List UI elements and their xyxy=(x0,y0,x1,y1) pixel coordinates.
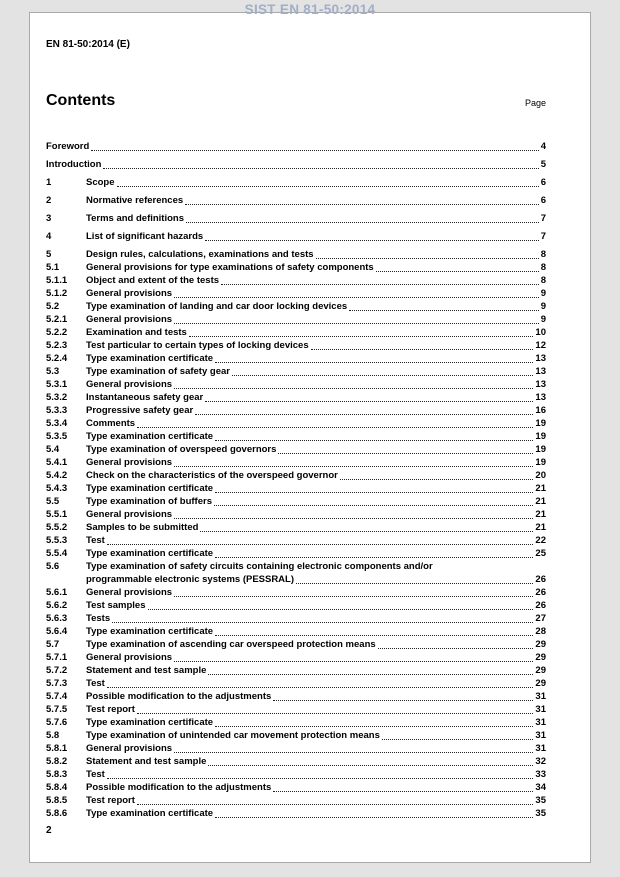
toc-entry-number: 5.1.2 xyxy=(46,288,68,299)
toc-entry xyxy=(46,391,546,404)
toc-entry-title: Test samples xyxy=(86,600,146,611)
watermark-text: SIST EN 81-50:2014 xyxy=(244,2,376,17)
toc-entry-number: 5.8.5 xyxy=(46,795,68,806)
toc-entry-page: 16 xyxy=(535,405,546,416)
toc-entry-page: 29 xyxy=(535,652,546,663)
toc-entry-title: General provisions xyxy=(86,743,173,754)
toc-entry xyxy=(46,482,546,495)
toc-dot-leader xyxy=(112,622,533,623)
toc-dot-leader xyxy=(195,414,533,415)
toc-entry-page: 19 xyxy=(535,457,546,468)
toc-entry xyxy=(46,807,546,820)
toc-entry-title: General provisions xyxy=(86,652,173,663)
toc-dot-leader xyxy=(107,687,534,688)
toc-entry-page: 26 xyxy=(535,574,546,585)
toc-entry-title: Samples to be submitted xyxy=(86,522,199,533)
toc-entry-page: 13 xyxy=(535,379,546,390)
toc-dot-leader xyxy=(107,778,534,779)
toc-entry xyxy=(46,586,546,599)
toc-entry-page: 8 xyxy=(540,275,546,286)
toc-dot-leader xyxy=(215,362,533,363)
toc-entry-page: 20 xyxy=(535,470,546,481)
toc-dot-leader xyxy=(340,479,534,480)
toc-entry-page: 13 xyxy=(535,392,546,403)
toc-entry xyxy=(46,508,546,521)
toc-entry-page: 31 xyxy=(535,691,546,702)
toc-entry-page: 8 xyxy=(540,262,546,273)
toc-entry xyxy=(46,212,546,225)
toc-entry-page: 31 xyxy=(535,704,546,715)
toc-dot-leader xyxy=(174,661,533,662)
toc-entry-page: 19 xyxy=(535,431,546,442)
toc-entry-title: Test report xyxy=(86,704,135,715)
toc-entry-number: 5.6.4 xyxy=(46,626,68,637)
toc-entry-title: Tests xyxy=(86,613,111,624)
toc-entry-number: 5.2 xyxy=(46,301,60,312)
toc-dot-leader xyxy=(137,427,533,428)
toc-entry-page: 7 xyxy=(540,213,546,224)
toc-entry-title: Type examination of unintended car movement protection means xyxy=(86,730,380,741)
toc-dot-leader xyxy=(221,284,539,285)
toc-entry-title: Foreword xyxy=(46,141,90,152)
toc-entry-title: General provisions xyxy=(86,587,173,598)
toc-entry-page: 6 xyxy=(540,195,546,206)
toc-entry xyxy=(46,287,546,300)
toc-entry-continuation xyxy=(46,573,546,586)
toc-entry xyxy=(46,404,546,417)
toc-entry-page: 29 xyxy=(535,665,546,676)
toc-entry-number: 3 xyxy=(46,213,52,224)
toc-entry xyxy=(46,456,546,469)
toc-dot-leader xyxy=(382,739,534,740)
toc-entry-page: 31 xyxy=(535,717,546,728)
toc-entry-title: Type examination certificate xyxy=(86,808,214,819)
toc-dot-leader xyxy=(376,271,539,272)
toc-entry-number: 2 xyxy=(46,195,52,206)
toc-entry-page: 33 xyxy=(535,769,546,780)
document-page xyxy=(29,12,591,863)
toc-entry-title: Type examination of safety gear xyxy=(86,366,230,377)
toc-entry-title: Introduction xyxy=(46,159,102,170)
toc-entry-number: 5.5.4 xyxy=(46,548,68,559)
toc-entry-title: Test xyxy=(86,678,105,689)
toc-dot-leader xyxy=(208,765,533,766)
toc-dot-leader xyxy=(215,635,533,636)
toc-entry-title: Statement and test sample xyxy=(86,756,207,767)
toc-entry xyxy=(46,300,546,313)
toc-entry-page: 32 xyxy=(535,756,546,767)
toc-entry-title: Type examination certificate xyxy=(86,626,214,637)
toc-dot-leader xyxy=(174,388,533,389)
toc-entry-title: Type examination certificate xyxy=(86,431,214,442)
toc-entry-title: Object and extent of the tests xyxy=(86,275,220,286)
toc-dot-leader xyxy=(378,648,534,649)
toc-dot-leader xyxy=(103,168,538,169)
toc-entry-number: 4 xyxy=(46,231,52,242)
toc-entry xyxy=(46,365,546,378)
toc-entry xyxy=(46,677,546,690)
toc-entry-title: List of significant hazards xyxy=(86,231,204,242)
toc-entry-title: Test xyxy=(86,535,105,546)
toc-dot-leader xyxy=(215,557,533,558)
toc-entry-number: 5.3 xyxy=(46,366,60,377)
toc-entry xyxy=(46,599,546,612)
toc-entry-page: 29 xyxy=(535,678,546,689)
toc-entry xyxy=(46,794,546,807)
toc-entry-number: 5.8 xyxy=(46,730,60,741)
toc-dot-leader xyxy=(117,186,539,187)
toc-entry xyxy=(46,625,546,638)
toc-entry-number: 5.8.3 xyxy=(46,769,68,780)
toc-dot-leader xyxy=(174,752,533,753)
toc-entry-title: Possible modification to the adjustments xyxy=(86,782,272,793)
toc-entry xyxy=(46,230,546,243)
toc-entry-title: General provisions xyxy=(86,288,173,299)
toc-dot-leader xyxy=(91,150,538,151)
page-column-label: Page xyxy=(524,98,546,108)
toc-entry-page: 25 xyxy=(535,548,546,559)
toc-entry xyxy=(46,547,546,560)
toc-entry-page: 35 xyxy=(535,795,546,806)
toc-entry-title: Progressive safety gear xyxy=(86,405,194,416)
toc-entry-number: 5.7.5 xyxy=(46,704,68,715)
contents-heading: Contents xyxy=(46,92,116,109)
toc-entry-title: Normative references xyxy=(86,195,184,206)
toc-entry xyxy=(46,339,546,352)
toc-entry-title: General provisions xyxy=(86,509,173,520)
toc-dot-leader xyxy=(148,609,534,610)
toc-entry-number: 5.6 xyxy=(46,561,60,572)
toc-entry-number: 5 xyxy=(46,249,52,260)
toc-entry xyxy=(46,158,546,171)
toc-entry xyxy=(46,176,546,189)
toc-dot-leader xyxy=(273,791,533,792)
toc-dot-leader xyxy=(316,258,539,259)
toc-entry-number: 5.8.4 xyxy=(46,782,68,793)
toc-dot-leader xyxy=(137,713,534,714)
toc-entry xyxy=(46,417,546,430)
toc-entry-number: 5.7 xyxy=(46,639,60,650)
toc-entry-page: 13 xyxy=(535,366,546,377)
toc-entry-page: 29 xyxy=(535,639,546,650)
toc-dot-leader xyxy=(215,492,533,493)
toc-entry-page: 27 xyxy=(535,613,546,624)
toc-dot-leader xyxy=(174,518,533,519)
toc-entry-number: 5.6.1 xyxy=(46,587,68,598)
toc-entry-page: 21 xyxy=(535,483,546,494)
toc-dot-leader xyxy=(232,375,533,376)
toc-entry xyxy=(46,469,546,482)
toc-entry xyxy=(46,638,546,651)
toc-dot-leader xyxy=(189,336,534,337)
toc-entry-number: 1 xyxy=(46,177,52,188)
toc-entry-page: 28 xyxy=(535,626,546,637)
toc-entry-page: 26 xyxy=(535,600,546,611)
toc-entry-title: Check on the characteristics of the overspeed governor xyxy=(86,470,338,481)
toc-dot-leader xyxy=(185,204,539,205)
toc-entry xyxy=(46,495,546,508)
toc-entry-number: 5.7.2 xyxy=(46,665,68,676)
toc-entry-page: 10 xyxy=(535,327,546,338)
toc-entry-title: General provisions xyxy=(86,314,173,325)
toc-dot-leader xyxy=(174,466,533,467)
toc-entry-number: 5.5.2 xyxy=(46,522,68,533)
toc-entry xyxy=(46,430,546,443)
toc-entry xyxy=(46,742,546,755)
toc-entry-page: 7 xyxy=(540,231,546,242)
toc-entry xyxy=(46,729,546,742)
toc-entry-title: Type examination certificate xyxy=(86,548,214,559)
toc-dot-leader xyxy=(186,222,539,223)
toc-entry xyxy=(46,194,546,207)
toc-entry-page: 6 xyxy=(540,177,546,188)
toc-entry-number: 5.7.4 xyxy=(46,691,68,702)
toc-entry-number: 5.5.3 xyxy=(46,535,68,546)
toc-entry-number: 5.8.2 xyxy=(46,756,68,767)
toc-entry-page: 19 xyxy=(535,444,546,455)
toc-entry-number: 5.1 xyxy=(46,262,60,273)
toc-entry-number: 5.2.1 xyxy=(46,314,68,325)
toc-dot-leader xyxy=(296,583,533,584)
toc-entry-page: 31 xyxy=(535,743,546,754)
toc-entry xyxy=(46,274,546,287)
toc-dot-leader xyxy=(215,817,533,818)
toc-dot-leader xyxy=(215,440,533,441)
toc-entry-page: 19 xyxy=(535,418,546,429)
toc-entry-title: Type examination certificate xyxy=(86,353,214,364)
toc-dot-leader xyxy=(205,401,533,402)
toc-entry-number: 5.4.1 xyxy=(46,457,68,468)
toc-entry-page: 21 xyxy=(535,496,546,507)
toc-entry-title: Statement and test sample xyxy=(86,665,207,676)
toc-entry xyxy=(46,703,546,716)
toc-entry xyxy=(46,534,546,547)
toc-entry-title: Examination and tests xyxy=(86,327,187,338)
toc-entry-title: Type examination of landing and car door locking devices xyxy=(86,301,348,312)
toc-entry-page: 21 xyxy=(535,522,546,533)
toc-entry-number: 5.5.1 xyxy=(46,509,68,520)
toc-entry xyxy=(46,248,546,261)
toc-entry-title: Possible modification to the adjustments xyxy=(86,691,272,702)
toc-dot-leader xyxy=(208,674,533,675)
toc-entry xyxy=(46,521,546,534)
toc-entry xyxy=(46,690,546,703)
toc-entry xyxy=(46,651,546,664)
toc-entry-page: 21 xyxy=(535,509,546,520)
toc-entry-number: 5.3.2 xyxy=(46,392,68,403)
toc-entry-page: 34 xyxy=(535,782,546,793)
toc-dot-leader xyxy=(200,531,533,532)
toc-entry-title: General provisions xyxy=(86,379,173,390)
toc-entry-page: 9 xyxy=(540,301,546,312)
toc-entry-page: 26 xyxy=(535,587,546,598)
toc-entry-number: 5.3.3 xyxy=(46,405,68,416)
toc-entry-number: 5.4.3 xyxy=(46,483,68,494)
toc-entry-page: 35 xyxy=(535,808,546,819)
toc-entry-page: 5 xyxy=(540,159,546,170)
toc-entry xyxy=(46,261,546,274)
toc-entry-number: 5.7.6 xyxy=(46,717,68,728)
toc-entry-number: 5.8.1 xyxy=(46,743,68,754)
toc-entry-title: Type examination of overspeed governors xyxy=(86,444,277,455)
toc-entry xyxy=(46,612,546,625)
toc-dot-leader xyxy=(349,310,539,311)
toc-entry-number: 5.1.1 xyxy=(46,275,68,286)
toc-dot-leader xyxy=(273,700,533,701)
footer-page-number: 2 xyxy=(46,825,52,836)
toc-dot-leader xyxy=(174,297,539,298)
toc-entry-title: Instantaneous safety gear xyxy=(86,392,204,403)
toc-entry-title: Terms and definitions xyxy=(86,213,185,224)
toc-entry-number: 5.2.2 xyxy=(46,327,68,338)
toc-entry xyxy=(46,768,546,781)
toc-entry-number: 5.2.3 xyxy=(46,340,68,351)
toc-entry-number: 5.4.2 xyxy=(46,470,68,481)
toc-entry-title: General provisions xyxy=(86,457,173,468)
toc-entry-page: 31 xyxy=(535,730,546,741)
toc-entry-number: 5.7.1 xyxy=(46,652,68,663)
toc-dot-leader xyxy=(278,453,533,454)
toc-entry-number: 5.6.3 xyxy=(46,613,68,624)
toc-entry-page: 9 xyxy=(540,288,546,299)
toc-dot-leader xyxy=(215,726,533,727)
toc-entry-title: Comments xyxy=(86,418,136,429)
toc-entry-number: 5.5 xyxy=(46,496,60,507)
toc-dot-leader xyxy=(311,349,534,350)
toc-entry-title: Type examination certificate xyxy=(86,717,214,728)
toc-entry xyxy=(46,664,546,677)
toc-entry-number: 5.8.6 xyxy=(46,808,68,819)
toc-entry-number: 5.2.4 xyxy=(46,353,68,364)
toc-entry-number: 5.7.3 xyxy=(46,678,68,689)
toc-entry-page: 12 xyxy=(535,340,546,351)
toc-entry xyxy=(46,378,546,391)
toc-entry-title: Type examination of ascending car overspeed protection means xyxy=(86,639,376,650)
toc-dot-leader xyxy=(107,544,534,545)
toc-entry-title: Design rules, calculations, examinations and tests xyxy=(86,249,314,260)
toc-entry-number: 5.3.5 xyxy=(46,431,68,442)
toc-dot-leader xyxy=(174,323,539,324)
toc-entry-title: Type examination certificate xyxy=(86,483,214,494)
toc-entry-number: 5.4 xyxy=(46,444,60,455)
toc-entry xyxy=(46,326,546,339)
toc-entry-title: Test report xyxy=(86,795,135,806)
toc-entry-title: Type examination of buffers xyxy=(86,496,212,507)
toc-entry xyxy=(46,443,546,456)
contents-header xyxy=(46,92,546,110)
toc-dot-leader xyxy=(174,596,533,597)
toc-entry-title: General provisions for type examinations of safety components xyxy=(86,262,374,273)
toc-entry xyxy=(46,352,546,365)
toc-entry xyxy=(46,755,546,768)
toc-dot-leader xyxy=(137,804,534,805)
toc-entry-page: 9 xyxy=(540,314,546,325)
toc-list xyxy=(46,140,546,820)
toc-entry-title: Test xyxy=(86,769,105,780)
toc-entry-page: 8 xyxy=(540,249,546,260)
toc-entry xyxy=(46,781,546,794)
toc-entry xyxy=(46,313,546,326)
toc-entry xyxy=(46,140,546,153)
toc-dot-leader xyxy=(205,240,539,241)
toc-entry xyxy=(46,560,546,573)
toc-dot-leader xyxy=(214,505,533,506)
toc-entry-page: 13 xyxy=(535,353,546,364)
toc-entry-number: 5.3.4 xyxy=(46,418,68,429)
toc-entry-title: Test particular to certain types of locking devices xyxy=(86,340,309,351)
document-reference: EN 81-50:2014 (E) xyxy=(46,39,130,50)
toc-entry-title: Type examination of safety circuits containing electronic components and/or xyxy=(86,561,433,572)
toc-entry-number: 5.6.2 xyxy=(46,600,68,611)
toc-entry-title: programmable electronic systems (PESSRAL) xyxy=(86,574,295,585)
toc-entry xyxy=(46,716,546,729)
toc-entry-title: Scope xyxy=(86,177,115,188)
toc-entry-page: 4 xyxy=(540,141,546,152)
toc-entry-page: 22 xyxy=(535,535,546,546)
toc-entry-number: 5.3.1 xyxy=(46,379,68,390)
